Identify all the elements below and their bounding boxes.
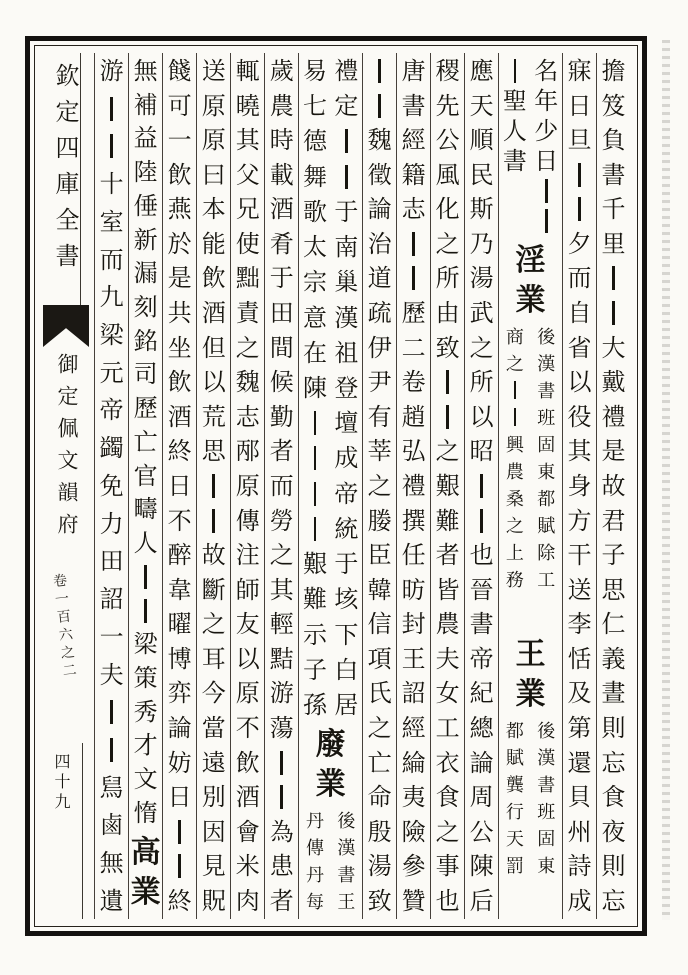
text-column-6 [396,53,430,919]
text-column-5 [430,53,464,919]
entry-headword: 淫 業 [515,243,546,318]
text-column-2 [562,53,596,919]
text-column-9 [264,53,298,919]
text-column-1 [596,53,630,919]
text-columns [94,53,630,919]
column-text: 游 十 室 而 九 梁 元 帝 蠲 免 力 田 詔 一 夫 舃 鹵 無 遺 [99,57,124,915]
text-column-10 [230,53,264,919]
column-text: 送 原 原 曰 本 能 飲 酒 但 以 荒 思 故 斷 之 耳 今 當 遠 別 因 見 貺 [201,57,226,915]
entry-headword: 王 業 [515,637,546,712]
column-text: 無 補 益 陸 倕 新 漏 刻 銘 司 歷 亡 官 疇 人 梁 策 秀 才 文 惰 [133,57,158,827]
column-text: 歲 農 時 載 酒 肴 于 田 間 候 勤 者 而 勞 之 其 輕 黠 游 蕩 為 患 者 [269,57,294,915]
margin-rule-bottom [82,743,83,919]
column-text: 擔 笈 負 書 千 里 大 戴 禮 是 故 君 子 思 仁 義 晝 則 忘 食 夜 則 忘 [601,57,626,915]
text-column-4 [464,53,498,919]
scan-noise [662,40,670,920]
citation-small-text: 後 漢 書 班 固 東 都 賦 除 工 商 之 興 農 桑 之 上 務 [505,327,556,591]
text-column-11 [196,53,230,919]
entry-headword: 高 業 [130,835,161,910]
column-text: 輒 曉 其 父 兄 使 黜 責 之 魏 志 邴 原 傳 注 師 友 以 原 不 飲 酒 會 米 肉 [235,57,260,915]
dual-stream-text: 禮 定 于 南 巢 漢 祖 登 壇 成 帝 統 于 垓 下 白 居 易 七 德 舞 歌 太 宗 意 在 陳 艱 難 示 子 孫 [302,57,359,719]
column-text: 餞 可 一 飲 燕 於 是 共 坐 飲 酒 終 日 不 醉 韋 曜 博 弈 論 妨 日 終 [167,57,192,915]
text-column-8 [298,53,362,919]
page-border [25,36,647,936]
page-number: 四十九 [52,753,71,813]
book-title: 御定佩文韻府 [55,353,79,545]
citation-small-text: 後 漢 書 王 丹 傳 丹 每 [305,811,356,913]
margin-rule-top [80,53,81,305]
dual-stream-text: 名 年 少 日 聖 人 書 [499,56,562,236]
text-column-13 [128,53,162,919]
text-column-12 [162,53,196,919]
column-text: 稷 先 公 風 化 之 所 由 致 之 艱 難 者 皆 農 夫 女 工 衣 食 之 事 也 [435,57,460,915]
text-column-14 [94,53,128,919]
text-column-3 [498,53,562,919]
spine-margin [42,53,94,919]
text-column-7 [362,53,396,919]
column-text: 魏 徵 論 治 道 疏 伊 尹 有 莘 之 媵 臣 韓 信 項 氏 之 亡 命 殷 湯 致 [363,56,396,916]
fishtail-mark [43,305,89,347]
volume-label: 卷一百六之二 [50,572,78,682]
collection-title: 欽定四庫全書 [51,63,79,279]
column-text: 應 天 順 民 斯 乃 湯 武 之 所 以 昭 也 晉 書 帝 紀 總 論 周 公 陳 后 [469,57,494,915]
citation-small-text: 後 漢 書 班 固 東 都 賦 龔 行 天 罰 [505,721,556,877]
page-layout [42,53,630,919]
column-text: 寐 日 旦 夕 而 自 省 以 役 其 身 方 干 送 李 恬 及 第 還 貝 州 詩 成 [567,57,592,915]
column-text: 唐 書 經 籍 志 歷 二 卷 趙 弘 禮 撰 任 昉 封 王 詔 經 綸 夷 險 參 贊 [401,57,426,915]
entry-headword: 廢 業 [315,727,346,802]
